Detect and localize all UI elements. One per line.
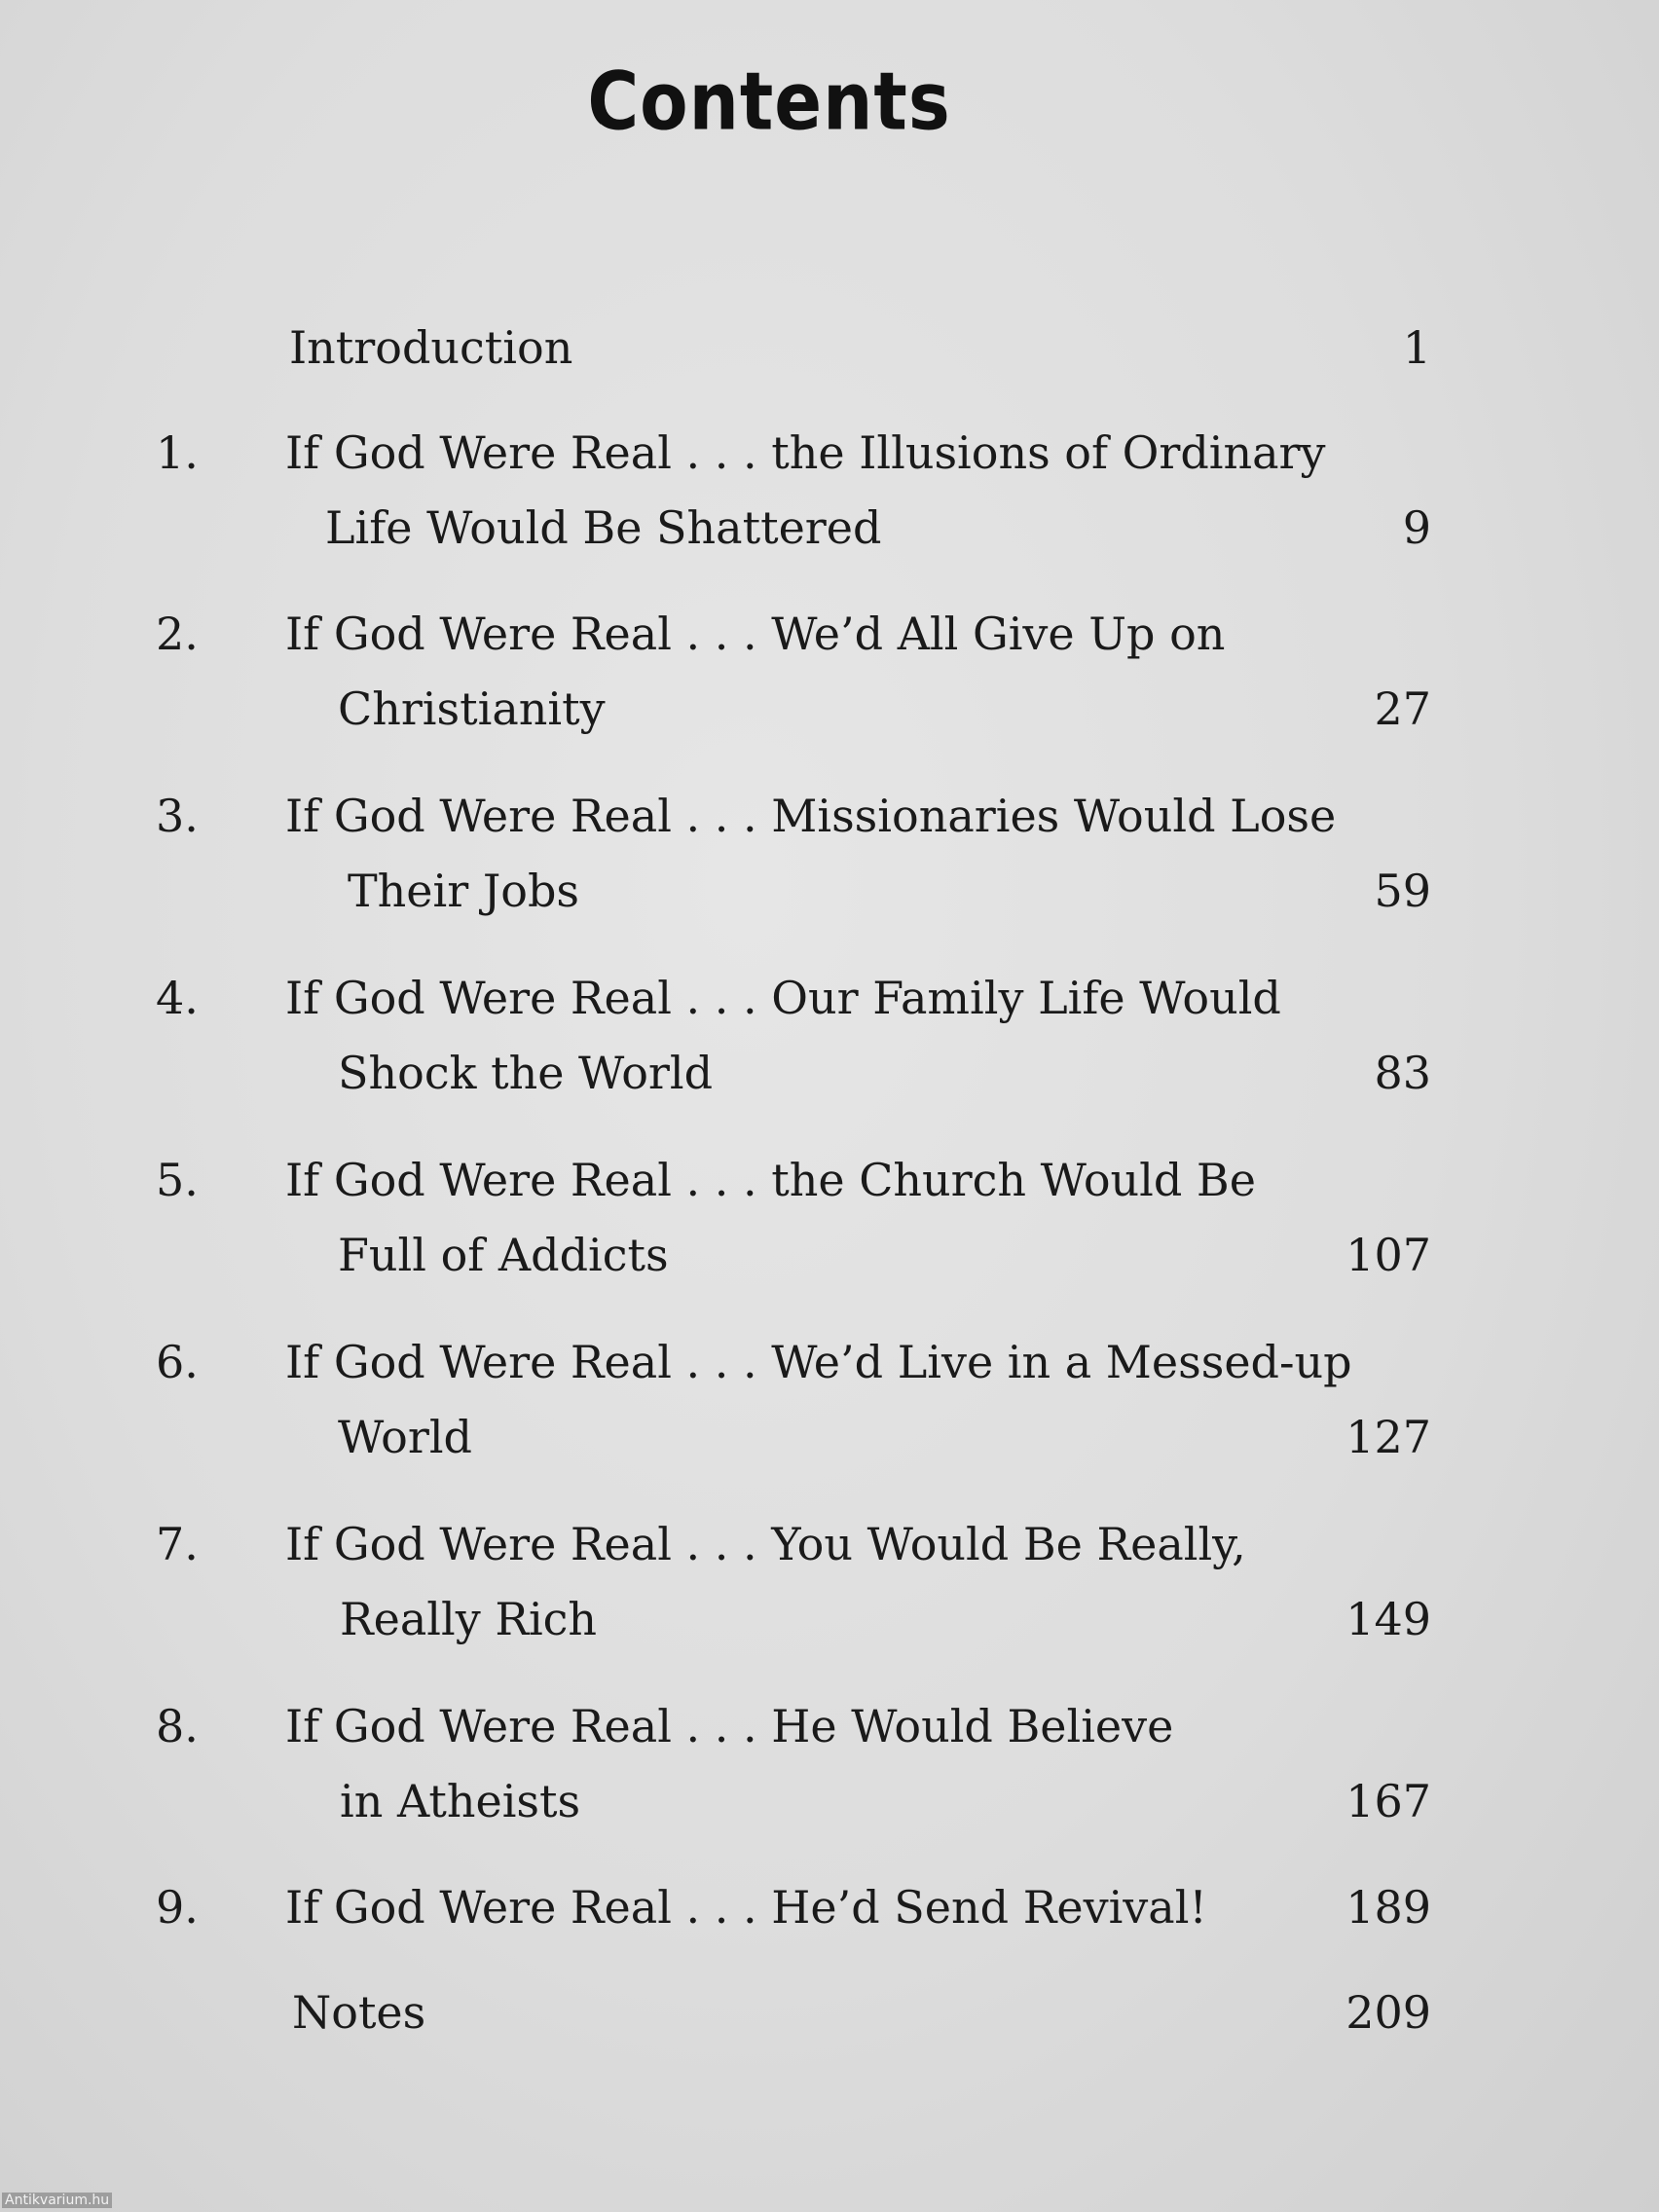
entry-title: If God Were Real . . . He Would Believe xyxy=(285,1700,1174,1752)
entry-title: If God Were Real . . . You Would Be Really, xyxy=(285,1518,1246,1570)
entry-title: Notes xyxy=(292,1986,426,2039)
entry-title: Introduction xyxy=(289,321,573,374)
chapter-number: 2. xyxy=(156,608,199,660)
entry-title: If God Were Real . . . the Church Would Be xyxy=(285,1154,1256,1206)
entry-page-number: 127 xyxy=(1346,1411,1431,1463)
entry-title: If God Were Real . . . Missionaries Would Lose xyxy=(285,790,1337,842)
entry-page-number: 83 xyxy=(1374,1047,1431,1099)
entry-title: If God Were Real . . . He’d Send Revival! xyxy=(285,1881,1207,1934)
page-title: Contents xyxy=(587,54,951,149)
chapter-number: 5. xyxy=(156,1154,199,1206)
chapter-number: 8. xyxy=(156,1700,199,1752)
entry-title: If God Were Real . . . We’d All Give Up on xyxy=(285,608,1226,660)
entry-title-continued: Their Jobs xyxy=(348,865,580,917)
entry-title-continued: World xyxy=(338,1411,472,1463)
watermark: Antikvarium.hu xyxy=(2,2193,112,2208)
chapter-number: 7. xyxy=(156,1518,199,1570)
entry-title: If God Were Real . . . the Illusions of Ordinary xyxy=(285,426,1326,479)
entry-title-continued: Really Rich xyxy=(340,1593,598,1645)
chapter-number: 3. xyxy=(156,790,199,842)
entry-page-number: 27 xyxy=(1374,682,1431,735)
chapter-number: 6. xyxy=(156,1336,199,1388)
entry-title: If God Were Real . . . We’d Live in a Messed-up xyxy=(285,1336,1352,1388)
entry-title-continued: Full of Addicts xyxy=(338,1229,669,1281)
entry-title: If God Were Real . . . Our Family Life Would xyxy=(285,972,1281,1024)
entry-page-number: 189 xyxy=(1346,1881,1431,1934)
entry-page-number: 107 xyxy=(1346,1229,1431,1281)
entry-page-number: 59 xyxy=(1374,865,1431,917)
chapter-number: 9. xyxy=(156,1881,199,1934)
entry-title-continued: in Atheists xyxy=(340,1775,581,1827)
entry-page-number: 1 xyxy=(1402,321,1431,374)
chapter-number: 1. xyxy=(156,426,199,479)
entry-page-number: 149 xyxy=(1346,1593,1431,1645)
entry-page-number: 209 xyxy=(1346,1986,1431,2039)
entry-page-number: 9 xyxy=(1402,501,1431,554)
entry-page-number: 167 xyxy=(1346,1775,1431,1827)
chapter-number: 4. xyxy=(156,972,199,1024)
entry-title-continued: Shock the World xyxy=(338,1047,714,1099)
entry-title-continued: Life Would Be Shattered xyxy=(325,501,882,554)
entry-title-continued: Christianity xyxy=(338,682,606,735)
